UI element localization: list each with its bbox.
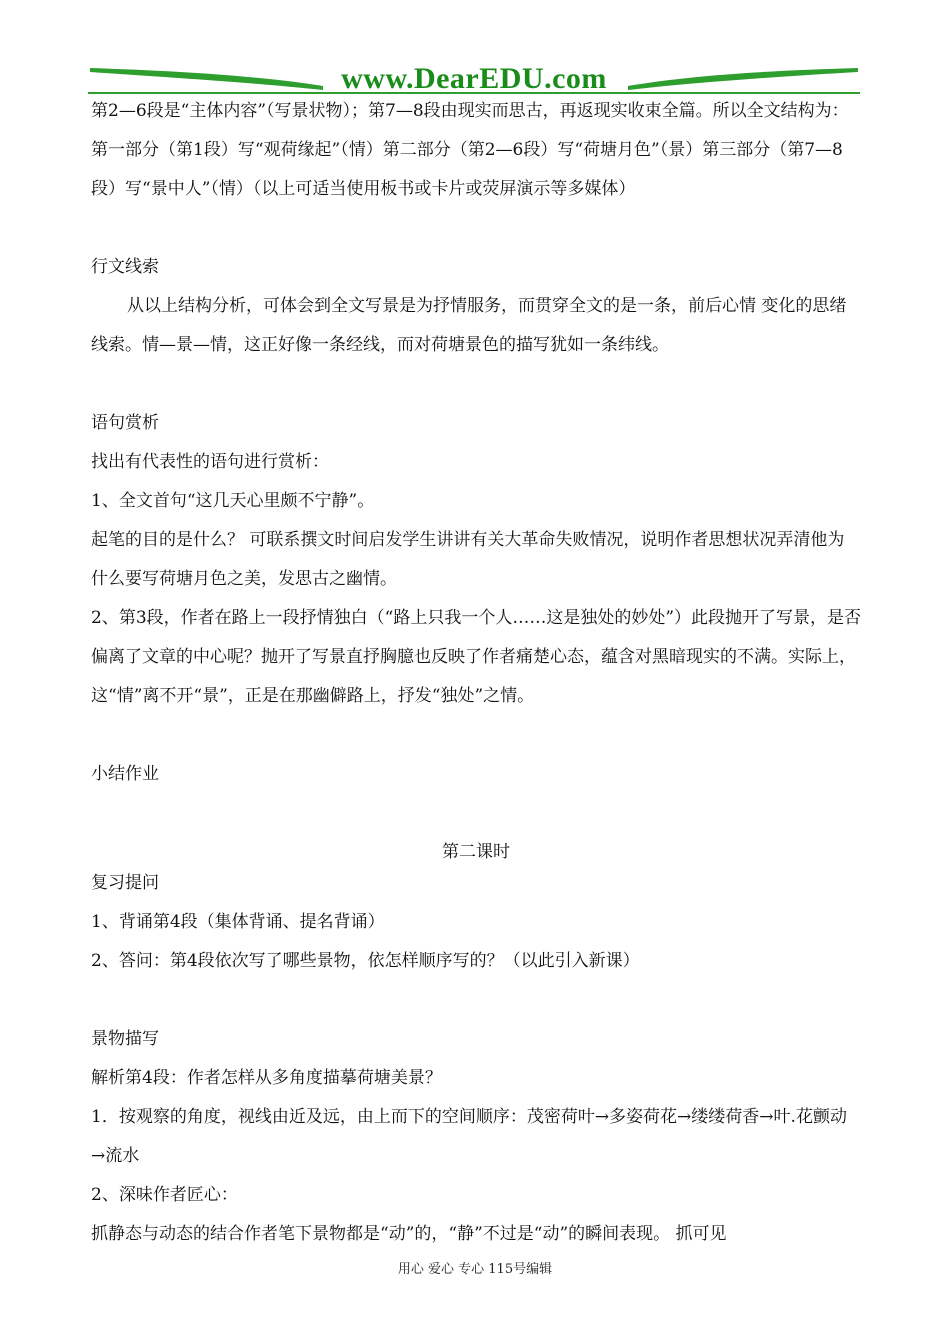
text-line: 1、背诵第4段（集体背诵、提名背诵） <box>91 912 385 932</box>
text-line: 1、全文首句“这几天心里颇不宁静”。 <box>91 491 375 511</box>
paragraph: 从以上结构分析，可体会到全文写景是为抒情服务，而贯穿全文的是一条，前后心情 变化的思绪线索。情—景—情，这正好像一条经线，而对荷塘景色的描写犹如一条纬线。 <box>91 296 847 355</box>
text-line: 解析第4段：作者怎样从多角度描摹荷塘美景？ <box>91 1068 442 1088</box>
site-logo: www.DearEDU.com <box>341 62 607 95</box>
paragraph: 2、第3段，作者在路上一段抒情独白（“路上只我一个人……这是独处的妙处”）此段抛开了写景，是否偏离了文章的中心呢？抛开了写景直抒胸臆也反映了作者痛楚心态，蕴含对黑暗现实的不满。实际上，这“情”离不开“景”，正是在那幽僻路上，抒发“独处”之情。 <box>91 608 862 706</box>
paragraph: 第2—6段是“主体内容”（写景状物）；第7—8段由现实而思古，再返现实收束全篇。所以全文结构为：第一部分（第1段）写“观荷缘起”（情）第二部分（第2—6段）写“荷塘月色”（景）第三部分（第7—8段）写“景中人”（情）（以上可适当使用板书或卡片或荧屏演示等多媒体） <box>91 101 849 199</box>
section-heading: 复习提问 <box>91 873 159 893</box>
section-heading: 景物描写 <box>91 1029 159 1049</box>
section-heading: 小结作业 <box>91 764 159 784</box>
section-heading: 行文线索 <box>91 257 159 277</box>
page-footer: 用心 爱心 专心 115号编辑 <box>397 1262 553 1277</box>
paragraph: 起笔的目的是什么？ 可联系撰文时间启发学生讲讲有关大革命失败情况，说明作者思想状况弄清他为什么要写荷塘月色之美，发思古之幽情。 <box>91 530 845 589</box>
lesson-title: 第二课时 <box>442 842 510 862</box>
text-line: 2、答问：第4段依次写了哪些景物，依怎样顺序写的？（以此引入新课） <box>91 951 640 971</box>
text-line: 2、深味作者匠心： <box>91 1185 238 1205</box>
document-body <box>91 92 861 1254</box>
text-line: 找出有代表性的语句进行赏析： <box>91 452 329 472</box>
paragraph: 抓静态与动态的结合作者笔下景物都是“动”的，“静”不过是“动”的瞬间表现。 抓可见 <box>91 1224 727 1244</box>
section-heading: 语句赏析 <box>91 413 159 433</box>
paragraph: 1．按观察的角度，视线由近及远，由上而下的空间顺序：茂密荷叶→多姿荷花→缕缕荷香→叶.花颤动→流水 <box>91 1107 847 1166</box>
